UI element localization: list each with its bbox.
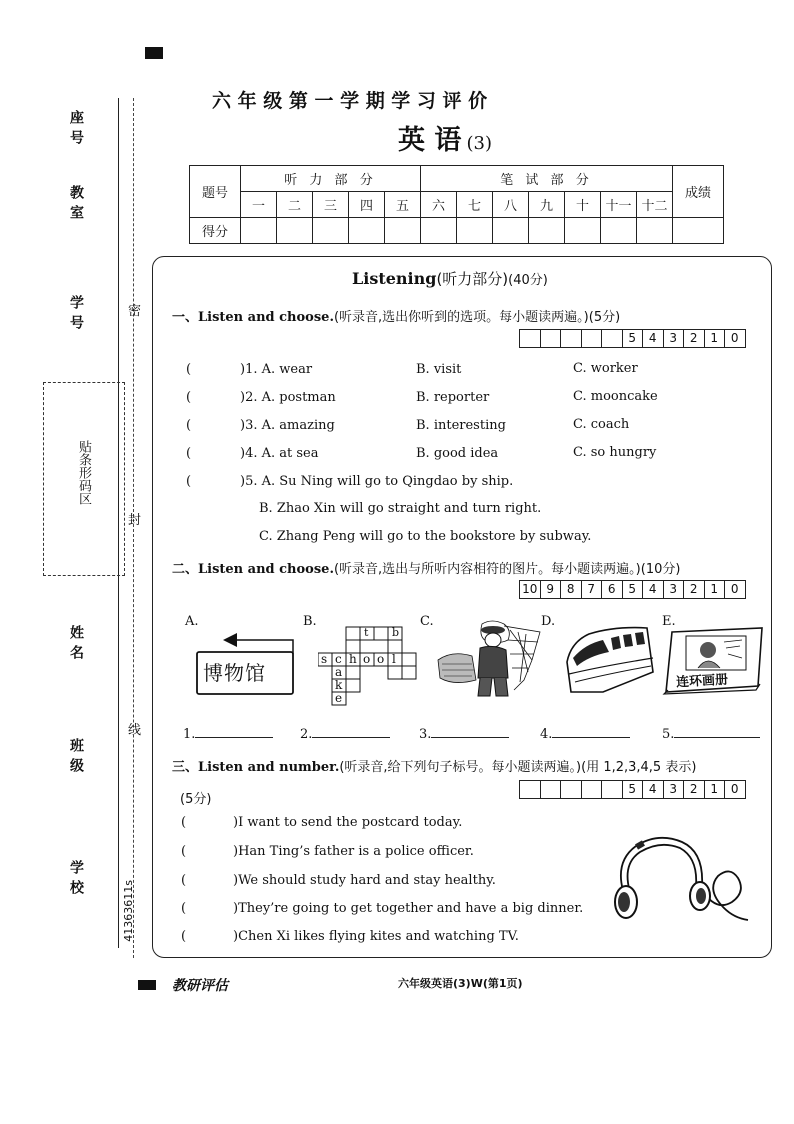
- barcode-label: 贴条形码区: [76, 440, 91, 505]
- score-box[interactable]: [520, 780, 541, 799]
- subject-name: 英 语: [398, 125, 462, 156]
- part1-heading: [172, 306, 620, 325]
- answer-blank-2[interactable]: [300, 727, 390, 742]
- headphones-image: [606, 832, 752, 928]
- part1-item2-a: )2. A. postman: [240, 390, 336, 405]
- part1-item5-b: B. Zhao Xin will go straight and turn right.: [259, 501, 542, 516]
- crossword-letter: b: [392, 626, 400, 639]
- score-box[interactable]: 10: [520, 580, 541, 599]
- total-score-header: 成绩: [673, 166, 724, 218]
- school-label: 学校: [68, 860, 84, 900]
- answer-blank-5[interactable]: [662, 727, 760, 742]
- score-box[interactable]: 0: [725, 780, 746, 799]
- part3-sentence: They’re going to get together and have a big dinner.: [238, 901, 584, 916]
- listening-section-header: 听 力 部 分: [241, 166, 421, 192]
- score-box[interactable]: 8: [561, 580, 582, 599]
- name-label: 姓名: [68, 625, 84, 665]
- part3-item-4: )They’re going to get together and have a big dinner.: [233, 901, 584, 916]
- blank-line[interactable]: [312, 737, 390, 738]
- col-12: 十二: [637, 192, 673, 218]
- class-label: 班级: [68, 738, 84, 778]
- score-box[interactable]: 3: [664, 780, 685, 799]
- crossword-letter: k: [335, 678, 343, 692]
- subject-title: [398, 118, 492, 157]
- blank-number: 4.: [540, 727, 553, 742]
- part3-score-boxes: [519, 780, 746, 799]
- number-bracket[interactable]: (: [181, 844, 187, 859]
- subject-number: (3): [466, 133, 492, 154]
- col-4: 四: [349, 192, 385, 218]
- blank-number: 1.: [183, 727, 196, 742]
- part1-item5-c: C. Zhang Peng will go to the bookstore by subway.: [259, 529, 592, 544]
- col-2: 二: [277, 192, 313, 218]
- crossword-letter: o: [377, 652, 385, 666]
- score-box[interactable]: [582, 780, 603, 799]
- col-9: 九: [529, 192, 565, 218]
- score-box[interactable]: [602, 329, 623, 348]
- part3-sentence: I want to send the postcard today.: [238, 815, 463, 830]
- score-cell[interactable]: [637, 218, 673, 244]
- score-table: [189, 165, 724, 244]
- score-box[interactable]: 7: [582, 580, 603, 599]
- score-box[interactable]: 3: [664, 329, 685, 348]
- blank-line[interactable]: [552, 737, 630, 738]
- part2-heading-zh: (听录音,选出与所听内容相符的图片。每小题读两遍。)(10分): [333, 562, 681, 577]
- train-image: [563, 622, 655, 694]
- crossword-letter: e: [335, 691, 343, 705]
- score-cell[interactable]: [241, 218, 277, 244]
- part3-sentence: Chen Xi likes flying kites and watching TV.: [238, 929, 519, 944]
- score-box[interactable]: 0: [725, 329, 746, 348]
- part2-score-boxes: [519, 580, 746, 599]
- score-cell[interactable]: [529, 218, 565, 244]
- part3-item-3: )We should study hard and stay healthy.: [233, 873, 496, 888]
- total-score-cell[interactable]: [673, 218, 724, 244]
- number-bracket[interactable]: (: [181, 873, 187, 888]
- registration-mark-bottom: [138, 980, 156, 990]
- paper-code: 41363611s: [122, 880, 135, 942]
- score-box[interactable]: 1: [705, 329, 726, 348]
- cut-line: [133, 98, 134, 958]
- score-cell[interactable]: [349, 218, 385, 244]
- score-cell[interactable]: [601, 218, 637, 244]
- score-box[interactable]: [561, 329, 582, 348]
- publisher-label: 教研评估: [172, 978, 228, 994]
- listening-title-en: Listening: [352, 269, 437, 288]
- crossword-letter: c: [335, 652, 342, 666]
- part3-heading-zh: (听录音,给下列句子标号。每小题读两遍。)(用 1,2,3,4,5 表示): [339, 760, 697, 775]
- part1-item4-c: C. so hungry: [573, 445, 657, 460]
- score-box[interactable]: 2: [684, 329, 705, 348]
- seal-char-1: 密: [128, 304, 142, 319]
- seal-char-3: 线: [128, 723, 142, 738]
- score-box[interactable]: [602, 780, 623, 799]
- part1-item4-a: )4. A. at sea: [240, 446, 319, 461]
- page-title: 六 年 级 第 一 学 期 学 习 评 价: [212, 90, 488, 112]
- score-cell[interactable]: [313, 218, 349, 244]
- comic-book-text: 连环画册: [675, 672, 729, 691]
- score-row-header: 得分: [190, 218, 241, 244]
- listening-title-zh: (听力部分): [436, 270, 509, 288]
- col-10: 十: [565, 192, 601, 218]
- score-box[interactable]: 1: [705, 580, 726, 599]
- blank-number: 3.: [419, 727, 432, 742]
- part1-item4-b: B. good idea: [416, 446, 499, 461]
- part3-heading-en: 三、Listen and number.: [172, 760, 340, 775]
- part3-item-5: )Chen Xi likes flying kites and watching TV.: [233, 929, 519, 944]
- part1-item2-b: B. reporter: [416, 390, 490, 405]
- col-6: 六: [421, 192, 457, 218]
- answer-bracket[interactable]: (: [186, 362, 192, 377]
- score-box[interactable]: 5: [623, 580, 644, 599]
- number-bracket[interactable]: (: [181, 815, 187, 830]
- student-no-label: 学号: [68, 295, 84, 335]
- score-box[interactable]: [582, 329, 603, 348]
- part2-heading: [172, 558, 680, 577]
- blank-number: 2.: [300, 727, 313, 742]
- seal-char-2: 封: [128, 513, 142, 528]
- room-label: 教室: [68, 185, 84, 225]
- part3-item-1: )I want to send the postcard today.: [233, 815, 463, 830]
- blank-line[interactable]: [674, 737, 760, 738]
- part3-heading: [172, 756, 696, 775]
- crossword-letter: l: [392, 652, 396, 666]
- pic-label-a: A.: [185, 614, 199, 629]
- pic-label-e: E.: [662, 614, 676, 629]
- listening-points: (40分): [508, 273, 548, 288]
- score-cell[interactable]: [421, 218, 457, 244]
- col-1: 一: [241, 192, 277, 218]
- score-box[interactable]: 1: [705, 780, 726, 799]
- answer-blank-4[interactable]: [540, 727, 630, 742]
- score-box[interactable]: 9: [541, 580, 562, 599]
- part1-item3-b: B. interesting: [416, 418, 506, 433]
- registration-mark-top: [145, 47, 163, 59]
- score-box[interactable]: 5: [623, 780, 644, 799]
- answer-bracket[interactable]: (: [186, 446, 192, 461]
- score-box[interactable]: 5: [623, 329, 644, 348]
- part1-item3-a: )3. A. amazing: [240, 418, 335, 433]
- crossword-letter: o: [363, 652, 371, 666]
- crossword-letter: t: [364, 626, 369, 639]
- score-box[interactable]: 4: [643, 780, 664, 799]
- blank-line[interactable]: [195, 737, 273, 738]
- score-box[interactable]: [541, 329, 562, 348]
- part1-item2-c: C. mooncake: [573, 389, 658, 404]
- crossword-letter: a: [335, 665, 343, 679]
- score-box[interactable]: [541, 780, 562, 799]
- answer-bracket[interactable]: (: [186, 474, 192, 489]
- part3-points: (5分): [180, 792, 212, 807]
- number-bracket[interactable]: (: [181, 901, 187, 916]
- score-cell[interactable]: [565, 218, 601, 244]
- seat-label: 座号: [68, 110, 84, 150]
- score-box[interactable]: 4: [643, 580, 664, 599]
- col-11: 十一: [601, 192, 637, 218]
- answer-bracket[interactable]: (: [186, 390, 192, 405]
- part3-sentence: We should study hard and stay healthy.: [238, 873, 496, 888]
- part1-item1-a: )1. A. wear: [240, 362, 313, 377]
- part3-item-2: )Han Ting’s father is a police officer.: [233, 844, 474, 859]
- pic-label-b: B.: [303, 614, 317, 629]
- score-box[interactable]: 0: [725, 580, 746, 599]
- score-box[interactable]: [520, 329, 541, 348]
- blank-number: 5.: [662, 727, 675, 742]
- score-box[interactable]: [561, 780, 582, 799]
- score-cell[interactable]: [493, 218, 529, 244]
- number-bracket[interactable]: (: [181, 929, 187, 944]
- score-cell[interactable]: [277, 218, 313, 244]
- score-cell[interactable]: [385, 218, 421, 244]
- blank-line[interactable]: [431, 737, 509, 738]
- score-box[interactable]: 6: [602, 580, 623, 599]
- pic-label-d: D.: [541, 614, 556, 629]
- part1-item3-c: C. coach: [573, 417, 630, 432]
- crossword-letter: h: [349, 652, 357, 666]
- part3-sentence: Han Ting’s father is a police officer.: [238, 844, 474, 859]
- question-no-header: 题号: [190, 166, 241, 218]
- col-8: 八: [493, 192, 529, 218]
- museum-sign-text: 博物馆: [203, 661, 266, 685]
- part1-item1-b: B. visit: [416, 362, 462, 377]
- listening-title: [352, 268, 548, 289]
- col-3: 三: [313, 192, 349, 218]
- col-7: 七: [457, 192, 493, 218]
- crossword-image: [318, 625, 418, 707]
- page-number-label: 六年级英语(3)W(第1页): [398, 977, 523, 990]
- part1-heading-zh: (听录音,选出你听到的选项。每小题读两遍。)(5分): [333, 310, 621, 325]
- score-cell[interactable]: [457, 218, 493, 244]
- part1-item1-c: C. worker: [573, 361, 638, 376]
- part1-score-boxes: [519, 329, 746, 348]
- part1-item5-a: )5. A. Su Ning will go to Qingdao by ship.: [240, 474, 514, 489]
- fisherman-image: [432, 620, 542, 700]
- score-box[interactable]: 2: [684, 580, 705, 599]
- score-box[interactable]: 2: [684, 780, 705, 799]
- score-box[interactable]: 4: [643, 329, 664, 348]
- answer-blank-3[interactable]: [419, 727, 509, 742]
- part2-heading-en: 二、Listen and choose.: [172, 562, 334, 577]
- part1-heading-en: 一、Listen and choose.: [172, 310, 334, 325]
- answer-bracket[interactable]: (: [186, 418, 192, 433]
- writing-section-header: 笔 试 部 分: [421, 166, 673, 192]
- pic-label-c: C.: [420, 614, 434, 629]
- crossword-letter: s: [321, 652, 328, 666]
- answer-blank-1[interactable]: [183, 727, 273, 742]
- score-box[interactable]: 3: [664, 580, 685, 599]
- col-5: 五: [385, 192, 421, 218]
